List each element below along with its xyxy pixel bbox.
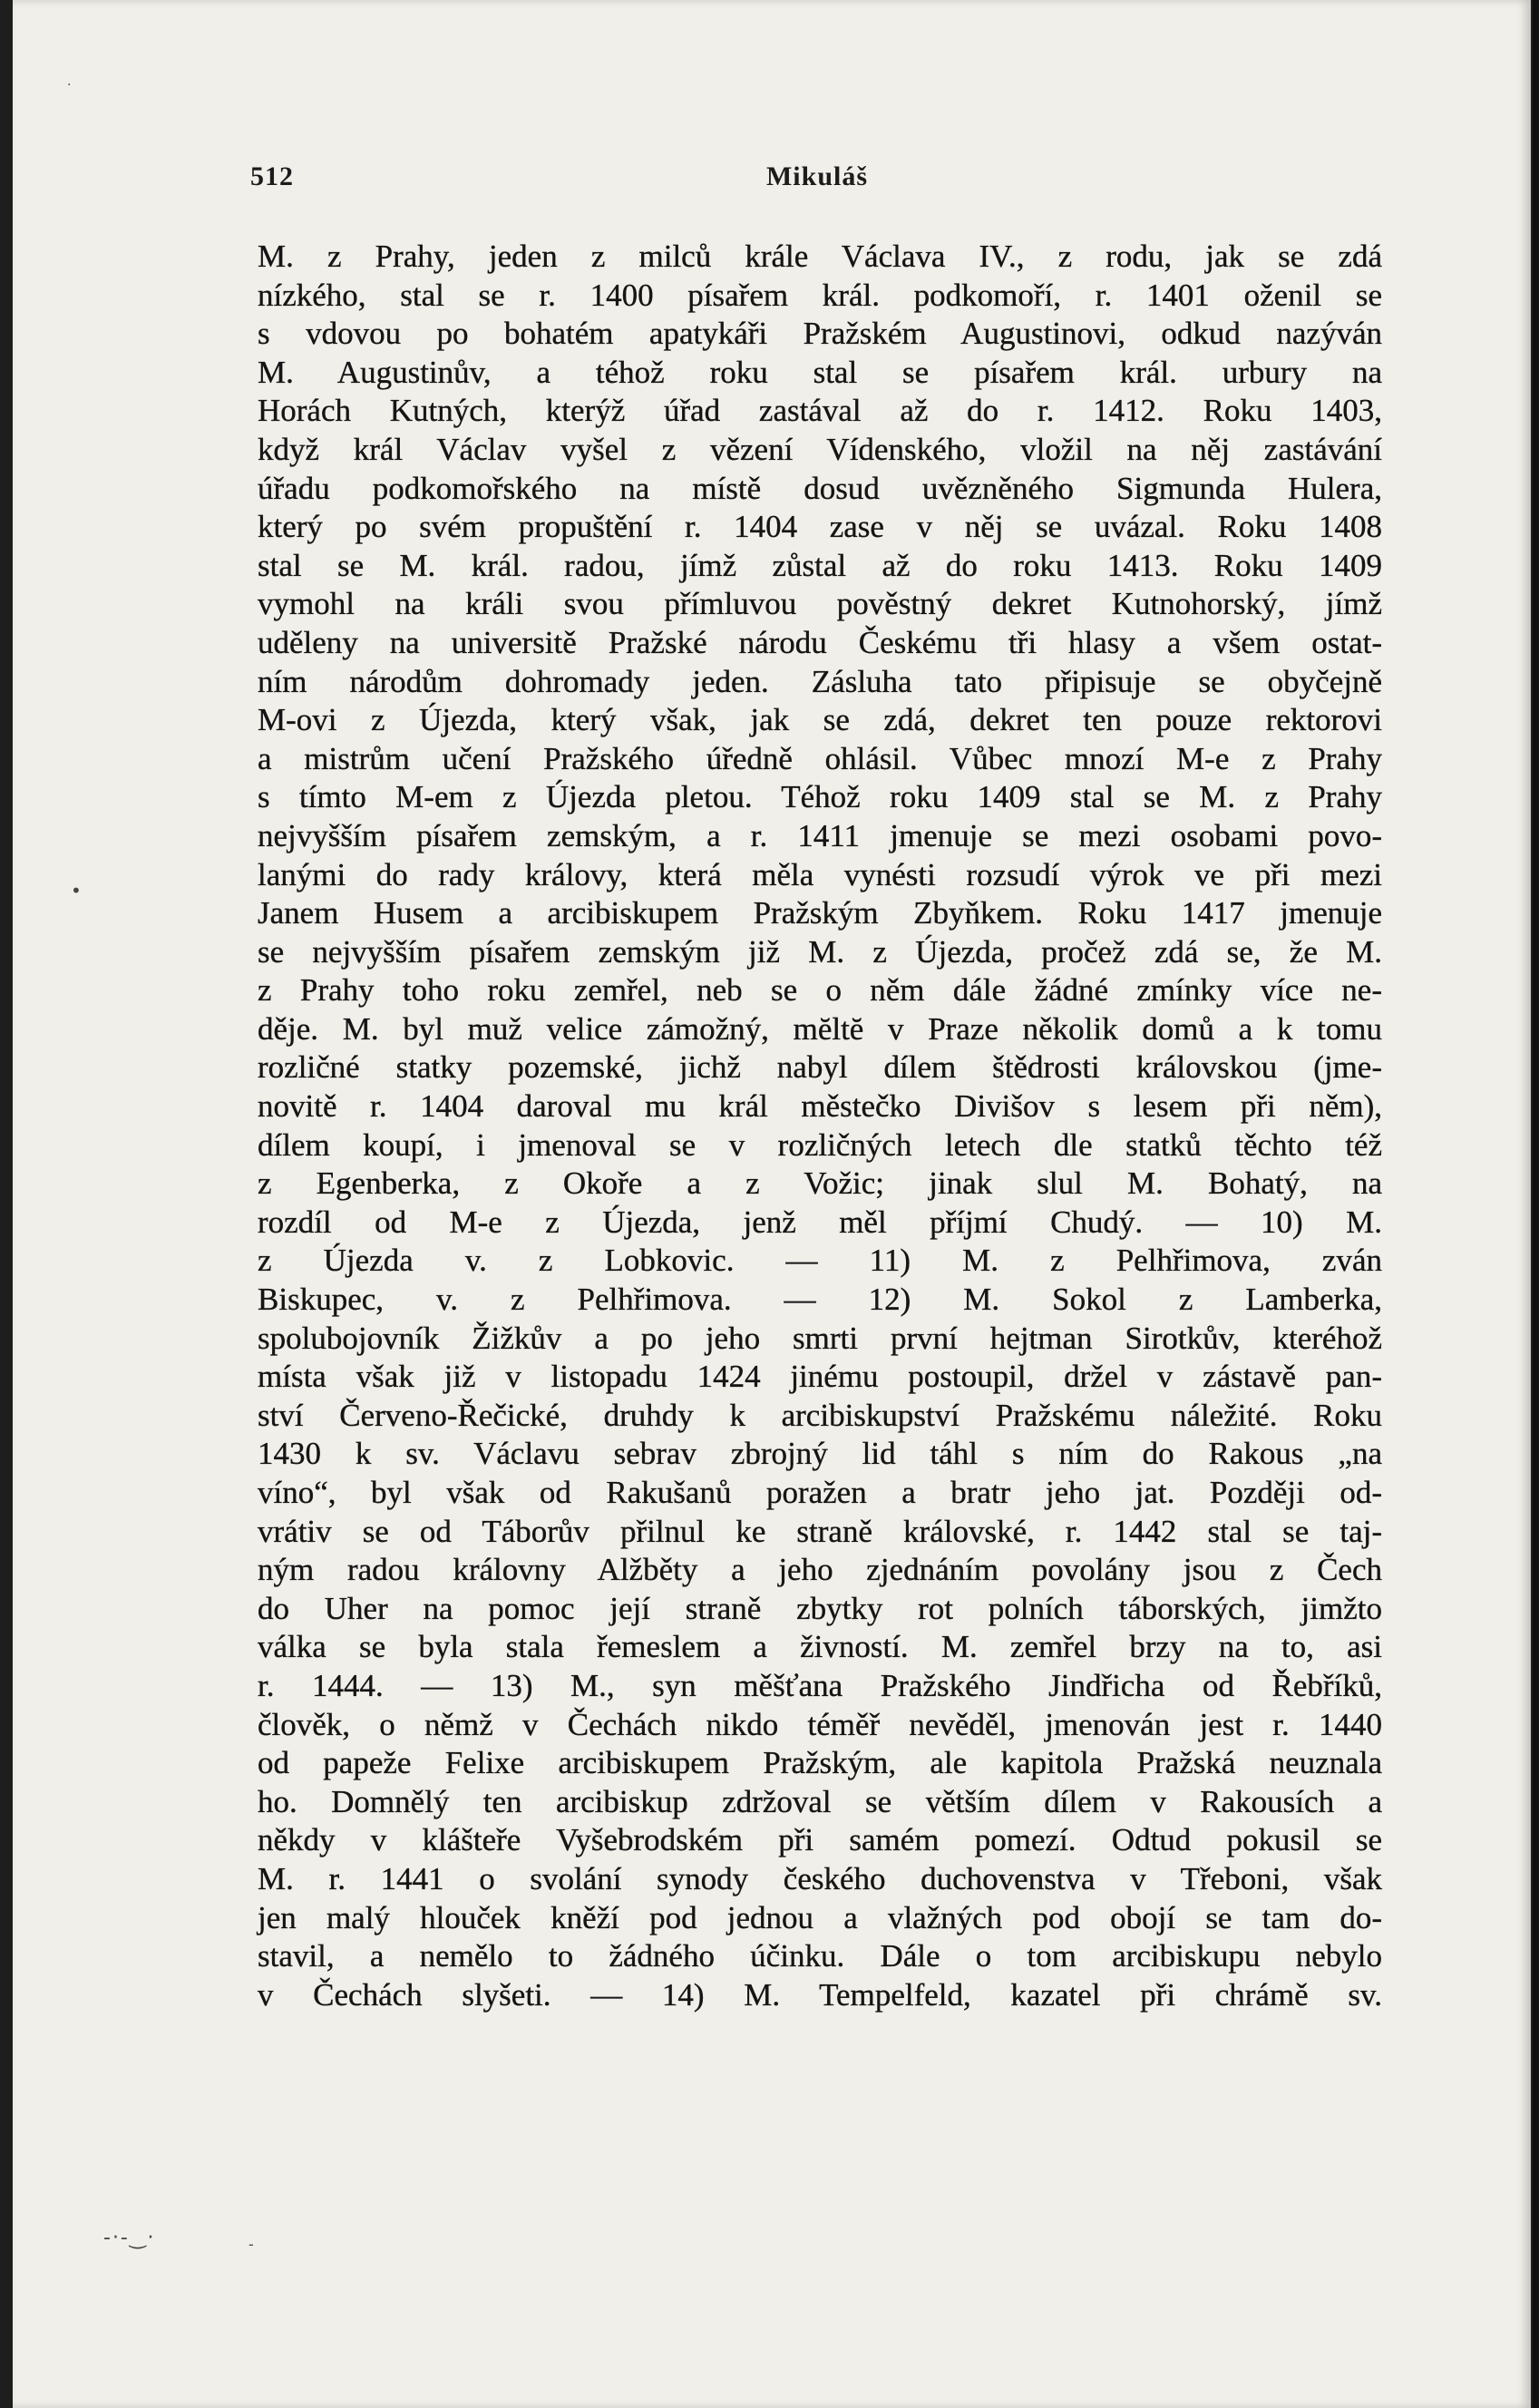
text-line: úřadu podkomořského na místě dosud uvězněného Sigmunda Hulera, bbox=[258, 470, 1382, 506]
scan-edge bbox=[1533, 0, 1539, 2408]
text-line: novitě r. 1404 daroval mu král městečko Divišov s lesem při něm), bbox=[258, 1088, 1382, 1125]
text-line: děje. M. byl muž velice zámožný, mĕltĕ v Praze několik domů a k tomu bbox=[258, 1010, 1382, 1047]
text-line: víno“, byl však od Rakušanů poražen a bratr jeho jat. Později od- bbox=[258, 1475, 1382, 1510]
text-line: dílem koupí, i jmenoval se v rozličných letech dle statků těchto též bbox=[258, 1126, 1382, 1163]
text-line: spolubojovník Žižkův a po jeho smrti první hejtman Sirotkův, kteréhož bbox=[258, 1320, 1382, 1356]
text-line: rozdíl od M-e z Újezda, jenž měl příjmí Chudý. — 10) M. bbox=[258, 1204, 1382, 1240]
text-line: z Egenberka, z Okoře a z Vožic; jinak slul M. Bohatý, na bbox=[258, 1165, 1382, 1202]
text-line: někdy v klášteře Vyšebrodském při samém pomezí. Odtud pokusil se bbox=[258, 1822, 1382, 1858]
text-line: M. z Prahy, jeden z milců krále Václava IV., z rodu, jak se zdá bbox=[258, 239, 1382, 274]
page-header bbox=[250, 161, 1384, 201]
text-line: M-ovi z Újezda, který však, jak se zdá, dekret ten pouze rektorovi bbox=[258, 702, 1382, 738]
article-text bbox=[258, 238, 1382, 2014]
text-line: z Újezda v. z Lobkovic. — 11) M. z Pelhřimova, zván bbox=[258, 1243, 1382, 1279]
text-line: M. Augustinův, a téhož roku stal se písařem král. urbury na bbox=[258, 354, 1382, 390]
text-line: vymohl na králi svou přímluvou pověstný dekret Kutnohorský, jímž bbox=[258, 586, 1382, 622]
text-line: člověk, o němž v Čechách nikdo téměř nevěděl, jmenován jest r. 1440 bbox=[258, 1706, 1382, 1742]
scan-speck: · bbox=[67, 78, 72, 93]
text-line: z Prahy toho roku zemřel, neb se o něm dále žádné zmínky více ne- bbox=[258, 972, 1382, 1009]
scan-speck: • bbox=[71, 880, 82, 902]
text-line: a mistrům učení Pražského úředně ohlásil. Vůbec mnozí M-e z Prahy bbox=[258, 740, 1382, 776]
text-line: ství Červeno-Řečické, druhdy k arcibiskupství Pražskému náležité. Roku bbox=[258, 1397, 1382, 1433]
text-line: který po svém propuštění r. 1404 zase v něj se uvázal. Roku 1408 bbox=[258, 509, 1382, 545]
text-line: stavil, a nemělo to žádného účinku. Dále o tom arcibiskupu nebylo bbox=[258, 1938, 1382, 1974]
text-line: s tímto M-em z Újezda pletou. Téhož roku 1409 stal se M. z Prahy bbox=[258, 779, 1382, 815]
text-line: stal se M. král. radou, jímž zůstal až do roku 1413. Roku 1409 bbox=[258, 547, 1382, 583]
running-head: Mikuláš bbox=[765, 161, 869, 191]
text-line: r. 1444. — 13) M., syn měšťana Pražského Jindřicha od Řebříků, bbox=[258, 1667, 1382, 1703]
text-line: do Uher na pomoc její straně zbytky rot polních táborských, jimžto bbox=[258, 1590, 1382, 1626]
text-line: ho. Domnělý ten arcibiskup zdržoval se větším dílem v Rakousích a bbox=[258, 1783, 1382, 1819]
text-line: ným radou královny Alžběty a jeho zjednáním povolány jsou z Čech bbox=[258, 1552, 1382, 1588]
text-line: Biskupec, v. z Pelhřimova. — 12) M. Sokol z Lamberka, bbox=[258, 1282, 1382, 1318]
text-line: s vdovou po bohatém apatykáři Pražském Augustinovi, odkud nazýván bbox=[258, 316, 1382, 352]
text-line: jen malý hlouček kněží pod jednou a vlažných pod obojí se tam do- bbox=[258, 1899, 1382, 1935]
text-line: Janem Husem a arcibiskupem Pražským Zbyňkem. Roku 1417 jmenuje bbox=[258, 895, 1382, 931]
book-page bbox=[13, 0, 1531, 2408]
scan-marks: -·-‿· bbox=[103, 2227, 156, 2249]
text-line: válka se byla stala řemeslem a živností. M. zemřel brzy na to, asi bbox=[258, 1629, 1382, 1665]
text-line: nejvyšším písařem zemským, a r. 1411 jmenuje se mezi osobami povo- bbox=[258, 817, 1382, 853]
text-line: nízkého, stal se r. 1400 písařem král. podkomoří, r. 1401 oženil se bbox=[258, 277, 1382, 313]
text-line: když král Václav vyšel z vězení Vídenského, vložil na něj zastávání bbox=[258, 431, 1382, 467]
text-line: M. r. 1441 o svolání synody českého duchovenstva v Třeboni, však bbox=[258, 1860, 1382, 1896]
page-number: 512 bbox=[250, 161, 294, 191]
text-line: rozličné statky pozemské, jichž nabyl dílem štědrosti královskou (jme- bbox=[258, 1049, 1382, 1086]
text-line: 1430 k sv. Václavu sebrav zbrojný lid táhl s ním do Rakous „na bbox=[258, 1436, 1382, 1472]
text-line: Horách Kutných, kterýž úřad zastával až do r. 1412. Roku 1403, bbox=[258, 393, 1382, 429]
text-line: místa však již v listopadu 1424 jinému postoupil, držel v zástavě pan- bbox=[258, 1359, 1382, 1395]
text-line: od papeže Felixe arcibiskupem Pražským, ale kapitola Pražská neuznala bbox=[258, 1745, 1382, 1781]
text-line: ním národům dohromady jeden. Zásluha tato připisuje se obyčejně bbox=[258, 663, 1382, 699]
text-line: v Čechách slyšeti. — 14) M. Tempelfeld, kazatel při chrámě sv. bbox=[258, 1976, 1382, 2013]
text-line: vrátiv se od Táborův přilnul ke straně královské, r. 1442 stal se taj- bbox=[258, 1513, 1382, 1549]
text-line: lanými do rady královy, která měla vynésti rozsudí výrok ve při mezi bbox=[258, 856, 1382, 892]
text-line: se nejvyšším písařem zemským již M. z Újezda, pročež zdá se, že M. bbox=[258, 933, 1382, 970]
text-line: uděleny na universitě Pražské národu Českému tři hlasy a všem ostat- bbox=[258, 624, 1382, 660]
scan-speck: - bbox=[248, 2236, 254, 2253]
